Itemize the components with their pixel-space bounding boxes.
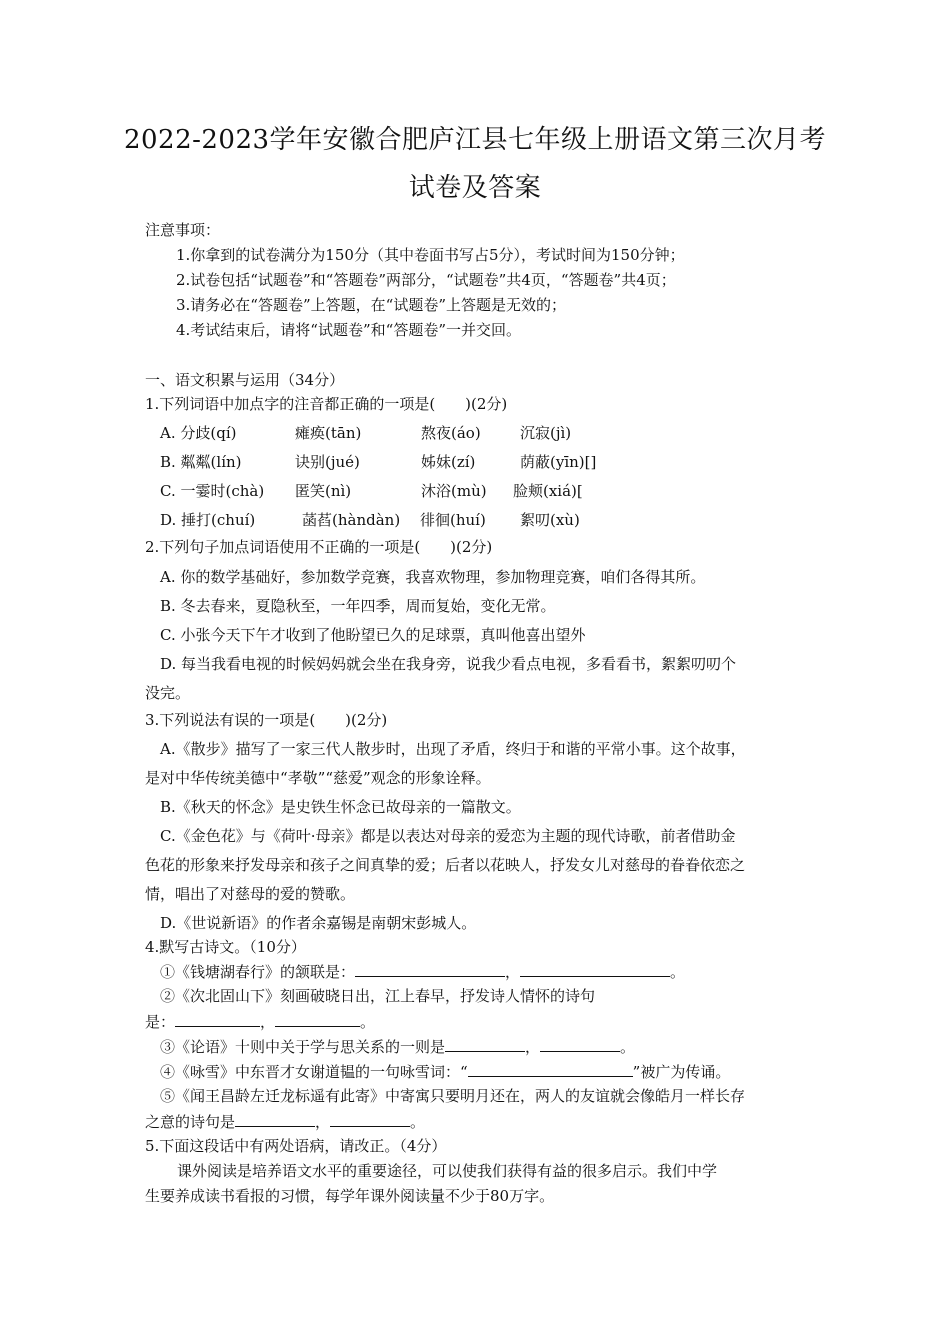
q2-option-b: B. 冬去春来，夏隐秋至，一年四季，周而复始，变化无常。 <box>160 597 556 615</box>
q5-stem: 5.下面这段话中有两处语病，请改正。（4分） <box>145 1137 447 1155</box>
q3-option-c-cont: 色花的形象来抒发母亲和孩子之间真挚的爱；后者以花映人，抒发女儿对慈母的眷眷依恋之 <box>145 856 746 874</box>
q4-item-text: 之意的诗句是 <box>145 1113 236 1131</box>
q1-option-c <box>160 481 583 501</box>
answer-blank[interactable] <box>355 961 505 977</box>
punct-comma: ， <box>505 963 521 981</box>
punct-period: 。 <box>360 1013 376 1031</box>
q4-item-3 <box>160 1036 635 1057</box>
q1-option-cell: 沐浴(mù) <box>421 482 487 500</box>
q4-stem: 4.默写古诗文。（10分） <box>145 938 306 956</box>
q1-option-cell: 诀别(jué) <box>295 453 360 471</box>
q1-option-cell: A. 分歧(qí) <box>160 424 237 442</box>
exam-title-line1: 2022-2023学年安徽合肥庐江县七年级上册语文第三次月考 <box>123 125 827 155</box>
q1-option-cell: C. 一霎时(chà) <box>160 482 265 500</box>
note-item: 1.你拿到的试卷满分为150分（其中卷面书写占5分），考试时间为150分钟； <box>176 246 685 264</box>
answer-blank[interactable] <box>468 1061 633 1077</box>
q2-stem: 2.下列句子加点词语使用不正确的一项是( )(2分) <box>145 538 493 556</box>
note-item: 2.试卷包括“试题卷”和“答题卷”两部分，“试题卷”共4页，“答题卷”共4页； <box>176 271 676 289</box>
notes-heading: 注意事项： <box>145 221 221 239</box>
q1-option-cell: 姊妹(zí) <box>421 453 476 471</box>
answer-blank[interactable] <box>235 1111 315 1127</box>
note-item: 3.请务必在“答题卷”上答题，在“试题卷”上答题是无效的； <box>176 296 566 314</box>
punct-comma: ， <box>260 1013 276 1031</box>
q4-item-2-cont <box>145 1011 375 1032</box>
q1-option-cell: 荫蔽(yīn)[] <box>520 453 597 471</box>
q1-option-cell: 絮叨(xù) <box>520 511 580 529</box>
q1-option-d <box>160 510 580 530</box>
q3-option-c: C.《金色花》与《荷叶·母亲》都是以表达对母亲的爱恋为主题的现代诗歌，前者借助金 <box>160 827 736 845</box>
punct-comma: ， <box>525 1038 541 1056</box>
q1-option-cell: 熬夜(áo) <box>421 424 481 442</box>
q1-stem: 1.下列词语中加点字的注音都正确的一项是( )(2分) <box>145 395 508 413</box>
q3-option-c-cont: 情，唱出了对慈母的爱的赞歌。 <box>145 885 356 903</box>
answer-blank[interactable] <box>275 1011 360 1027</box>
q4-item-4 <box>160 1061 730 1082</box>
q1-option-cell: 瘫痪(tān) <box>295 424 362 442</box>
q2-option-c: C. 小张今天下午才收到了他盼望已久的足球票，真叫他喜出望外 <box>160 626 586 644</box>
answer-blank[interactable] <box>330 1111 410 1127</box>
answer-blank[interactable] <box>445 1036 525 1052</box>
q4-item-text: 是： <box>145 1013 176 1031</box>
q5-passage-cont: 生要养成读书看报的习惯，每学年课外阅读量不少于80万字。 <box>145 1187 555 1205</box>
q1-option-cell: B. 粼粼(lín) <box>160 453 242 471</box>
punct-period: 。 <box>620 1038 636 1056</box>
exam-title-line2: 试卷及答案 <box>408 173 542 203</box>
answer-blank[interactable] <box>540 1036 620 1052</box>
q1-option-a <box>160 423 571 443</box>
q1-option-cell: 沉寂(jì) <box>520 424 572 442</box>
q4-item-text: ④《咏雪》中东晋才女谢道韫的一句咏雪词：“ <box>160 1063 468 1081</box>
q4-item-text: ”被广为传诵。 <box>632 1063 731 1081</box>
punct-comma: ， <box>315 1113 331 1131</box>
q2-option-d-cont: 没完。 <box>145 684 191 702</box>
q3-option-a: A.《散步》描写了一家三代人散步时，出现了矛盾，终归于和谐的平常小事。这个故事， <box>160 740 746 758</box>
q4-item-5: ⑤《闻王昌龄左迁龙标遥有此寄》中寄寓只要明月还在，两人的友谊就会像皓月一样长存 <box>160 1087 746 1105</box>
q2-option-d: D. 每当我看电视的时候妈妈就会坐在我身旁，说我少看点电视，多看看书，絮絮叨叨个 <box>160 655 737 673</box>
q3-option-b: B.《秋天的怀念》是史铁生怀念已故母亲的一篇散文。 <box>160 798 521 816</box>
answer-blank[interactable] <box>520 961 670 977</box>
section-heading: 一、语文积累与运用（34分） <box>145 371 345 389</box>
q1-option-cell: 菡萏(hàndàn) <box>302 511 401 529</box>
q4-item-text: ③《论语》十则中关于学与思关系的一则是 <box>160 1038 446 1056</box>
q3-option-a-cont: 是对中华传统美德中“孝敬”“慈爱”观念的形象诠释。 <box>145 769 491 787</box>
q4-item-2: ②《次北固山下》刻画破晓日出，江上春早，抒发诗人情怀的诗句 <box>160 987 596 1005</box>
q4-item-5-cont <box>145 1111 425 1132</box>
punct-period: 。 <box>670 963 686 981</box>
q1-option-cell: 匿笑(nì) <box>295 482 352 500</box>
q3-option-d: D.《世说新语》的作者余嘉锡是南朝宋彭城人。 <box>160 914 477 932</box>
q3-stem: 3.下列说法有误的一项是( )(2分) <box>145 711 388 729</box>
q1-option-cell: 徘徊(huí) <box>420 511 486 529</box>
q4-item-1 <box>160 961 685 982</box>
q4-item-text: ①《钱塘湖春行》的颔联是： <box>160 963 356 981</box>
q1-option-b <box>160 452 596 472</box>
punct-period: 。 <box>410 1113 426 1131</box>
q1-option-cell: 脸颊(xiá)[ <box>513 482 583 500</box>
q2-option-a: A. 你的数学基础好，参加数学竞赛，我喜欢物理，参加物理竞赛，咱们各得其所。 <box>160 568 706 586</box>
answer-blank[interactable] <box>175 1011 260 1027</box>
q5-passage: 课外阅读是培养语文水平的重要途径，可以使我们获得有益的很多启示。我们中学 <box>177 1162 718 1180</box>
q1-option-cell: D. 捶打(chuí) <box>160 511 256 529</box>
note-item: 4.考试结束后，请将“试题卷”和“答题卷”一并交回。 <box>176 321 521 339</box>
